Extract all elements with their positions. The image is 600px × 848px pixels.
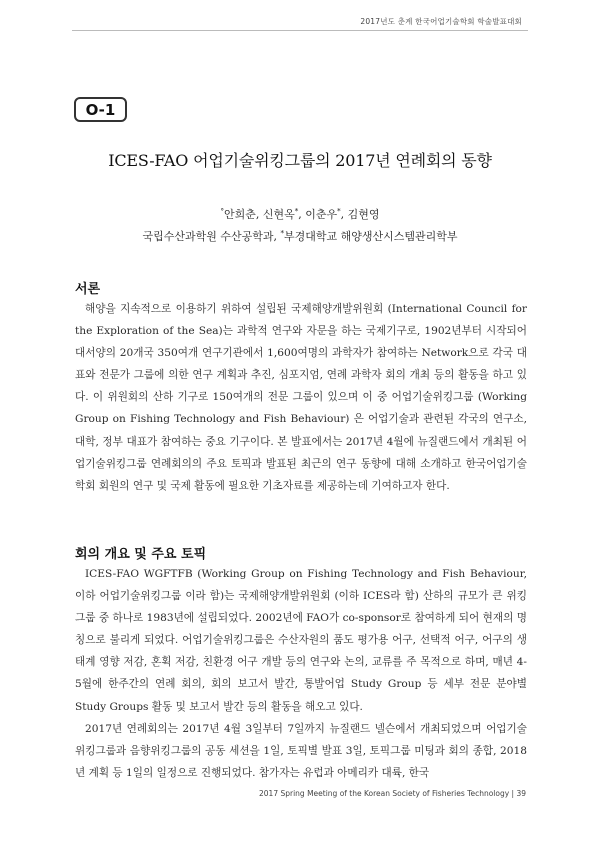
author-list xyxy=(0,206,600,222)
section-heading-overview: 회의 개요 및 주요 토픽 xyxy=(75,547,207,562)
affiliation-mark: * xyxy=(280,229,284,238)
section-heading-introduction: 서론 xyxy=(75,282,101,297)
affiliation-mark: * xyxy=(337,207,341,216)
session-badge: O-1 xyxy=(74,97,127,122)
author-names-3: , 김현영 xyxy=(340,208,380,221)
section-body-overview xyxy=(75,563,527,784)
affiliation-list xyxy=(0,228,600,244)
paper-title: ICES-FAO 어업기술위킹그룹의 2017년 연례회의 동향 xyxy=(108,151,492,170)
page-footer: 2017 Spring Meeting of the Korean Society of Fisheries Technology | 39 xyxy=(259,789,526,798)
affiliation-mark: * xyxy=(294,207,299,216)
affiliation-1: 국립수산과학원 수산공학과, xyxy=(142,230,281,243)
author-names-2: , 이춘우 xyxy=(298,208,338,221)
paragraph: ICES-FAO WGFTFB (Working Group on Fishing Technology and Fish Behaviour, 이하 어업기술위킹그룹 이라 함)는 국제해양개발위원회 (이하 ICES라 함) 산하의 규모가 큰 위킹그룹 중 하나로 1983년에 설립되었다. 2002년에 FAO가 co-sponsor로 참여하게 되어 현재의 명칭으로 불리게 되었다. 어업기술위킹그룹은 수산자원의 품도 평가용 어구, 선택적 어구, 어구의 생태계 영향 저감, 혼획 저감, 친환경 어구 개발 등의 연구와 논의, 교류를 주 목적으로 하며, 매년 4-5월에 한주간의 연례 회의, 회의 보고서 발간, 통발어업 Study Group 등 세부 전문 분야별 Study Groups 활동 및 보고서 발간 등의 활동을 해오고 있다. xyxy=(75,568,527,713)
section-body-introduction xyxy=(75,298,527,497)
header-divider xyxy=(72,30,528,31)
presenter-mark: ° xyxy=(220,207,224,216)
author-names-1: 안희춘, 신현옥 xyxy=(224,208,295,221)
paragraph: 2017년 연례회의는 2017년 4월 3일부터 7일까지 뉴질랜드 넬슨에서 개최되었으며 어업기술위킹그룹과 음향위킹그룹의 공동 세션을 1일, 토픽별 발표 3일, 토픽그룹 미팅과 회의 종합, 2018년 계획 등 1일의 일정으로 진행되었다. 참가자는 유럽과 아메리카 대륙, 한국 xyxy=(75,722,527,779)
paragraph: 해양을 지속적으로 이용하기 위하여 설립된 국제해양개발위원회 (International Council for the Exploration of the Sea)는 과학적 연구와 자문을 하는 국제기구로, 1902년부터 시작되어 대서양의 20개국 350여개 연구기관에서 1,600여명의 과학자가 참여하는 Network으로 각국 대표와 전문가 그룹에 의한 연구 계획과 추진, 심포지엄, 연례 과학자 회의 개최 등의 활동을 하고 있다. 이 위원회의 산하 기구로 150여개의 전문 그룹이 있으며 이 중 어업기술위킹그룹 (Working Group on Fishing Technology and Fish Behaviour) 은 어업기술과 관련된 각국의 연구소, 대학, 정부 대표가 참여하는 중요 기구이다. 본 발표에서는 2017년 4월에 뉴질랜드에서 개최된 어업기술위킹그룹 연례회의의 주요 토픽과 발표된 최근의 연구 동향에 대해 소개하고 한국어업기술학회 회원의 연구 및 국제 활동에 필요한 기초자료를 제공하는데 기여하고자 한다. xyxy=(75,303,527,492)
running-header: 2017년도 춘계 한국어업기술학회 학술발표대회 xyxy=(360,17,522,26)
affiliation-2: 부경대학교 해양생산시스템관리학부 xyxy=(284,230,458,243)
